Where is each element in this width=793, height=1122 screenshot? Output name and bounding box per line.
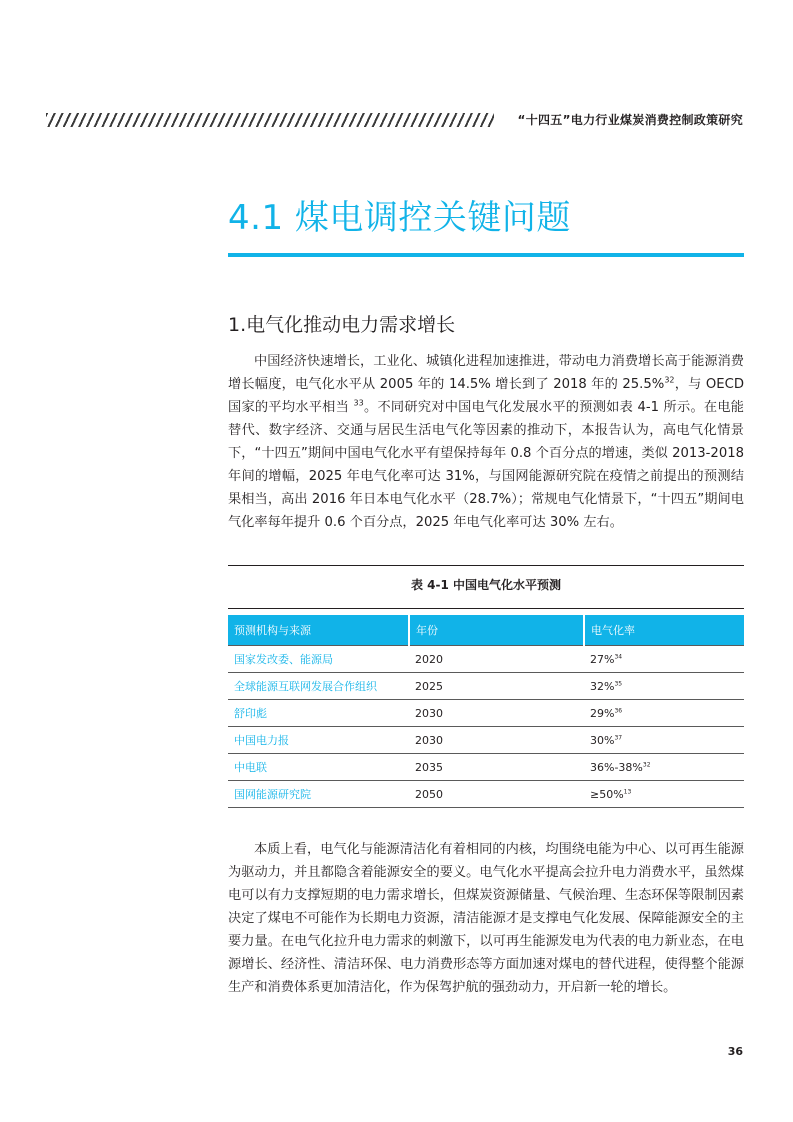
table-row [228,646,744,673]
footnote-ref: 13 [623,787,632,795]
footnote-ref: 36 [614,706,623,714]
cell-rate [584,673,744,700]
body-paragraph-2: 本质上看，电气化与能源清洁化有着相同的内核，均围绕电能为中心、以可再生能源为驱动力，并且都隐含着能源安全的要义。电气化水平提高会拉升电力消费水平，虽然煤电可以有力支撑短期的电力需求增长，但煤炭资源储量、气候治理、生态环保等限制因素决定了煤电不可能作为长期电力资源，清洁能源才是支撑电气化发展、保障能源安全的主要力量。在电气化拉升电力需求的刺激下，以可再生能源发电为代表的电力新业态，在电源增长、经济性、清洁环保、电力消费形态等方面加速对煤电的替代进程，使得整个能源生产和消费体系更加清洁化，作为保驾护航的强劲动力，开启新一轮的增长。 [228,842,744,995]
paragraph-text: 。不同研究对中国电气化发展水平的预测如表 4-1 所示。在电能替代、数字经济、交通与居民生活电气化等因素的推动下，本报告认为，高电气化情景下，“十四五”期间中国电气化水平有望保持每年 0.8 个百分点的增速，类似 2013-2018 年间的增幅，2025 年电气化率可达 31%，与国网能源研究院在疫情之前提出的预测结果相当，高出 2016 年日本电气化水平（28.7%）；常规电气化情景下，“十四五”期间电气化率每年提升 0.6 个百分点，2025 年电气化率可达 30% 左右。 [228,400,744,530]
table-row [228,700,744,727]
running-header-title: “十四五”电力行业煤炭消费控制政策研究 [517,113,743,127]
electrification-forecast-table-block [228,565,744,808]
cell-year: 2035 [409,754,584,781]
footnote-ref: 32 [642,760,651,768]
table-row [228,727,744,754]
rate-value: 29% [590,706,615,720]
footnote-ref: 34 [614,652,623,660]
cell-rate [584,754,744,781]
cell-source: 舒印彪 [228,700,409,727]
column-header-rate: 电气化率 [584,615,744,646]
cell-rate [584,727,744,754]
column-header-source: 预测机构与来源 [228,615,409,646]
paragraph-text: ，与 OECD 国家的平均水平相当 [228,377,744,415]
footnote-ref: 32 [664,375,675,385]
rate-value: 36%-38% [590,760,643,774]
cell-source: 国网能源研究院 [228,781,409,808]
cell-source: 全球能源互联网发展合作组织 [228,673,409,700]
cell-year: 2050 [409,781,584,808]
chapter-title: 4.1 煤电调控关键问题 [228,198,571,238]
rate-value: 27% [590,652,615,666]
rate-value: ≥50% [590,787,624,801]
cell-source: 中国电力报 [228,727,409,754]
cell-year: 2030 [409,700,584,727]
table-row [228,673,744,700]
table-row [228,754,744,781]
column-header-year: 年份 [409,615,584,646]
cell-rate [584,700,744,727]
footnote-ref: 37 [614,733,623,741]
page-number: 36 [727,1045,743,1058]
rate-value: 30% [590,733,615,747]
footnote-ref: 35 [614,679,623,687]
table-caption-rule [228,608,744,609]
footnote-ref: 33 [353,398,364,408]
cell-year: 2025 [409,673,584,700]
electrification-forecast-table [228,615,744,808]
header-decorative-stripes [46,113,494,127]
cell-year: 2020 [409,646,584,673]
cell-rate [584,781,744,808]
body-paragraph-1 [228,350,744,534]
cell-source: 中电联 [228,754,409,781]
table-row [228,781,744,808]
chapter-title-rule [228,253,744,257]
rate-value: 32% [590,679,615,693]
cell-source: 国家发改委、能源局 [228,646,409,673]
paragraph-text: 中国经济快速增长，工业化、城镇化进程加速推进，带动电力消费增长高于能源消费增长幅度，电气化水平从 2005 年的 14.5% 增长到了 2018 年的 25.5% [228,354,744,392]
table-header-row [228,615,744,646]
section-title: 1.电气化推动电力需求增长 [228,314,456,336]
cell-rate [584,646,744,673]
cell-year: 2030 [409,727,584,754]
table-caption: 表 4-1 中国电气化水平预测 [410,578,562,592]
